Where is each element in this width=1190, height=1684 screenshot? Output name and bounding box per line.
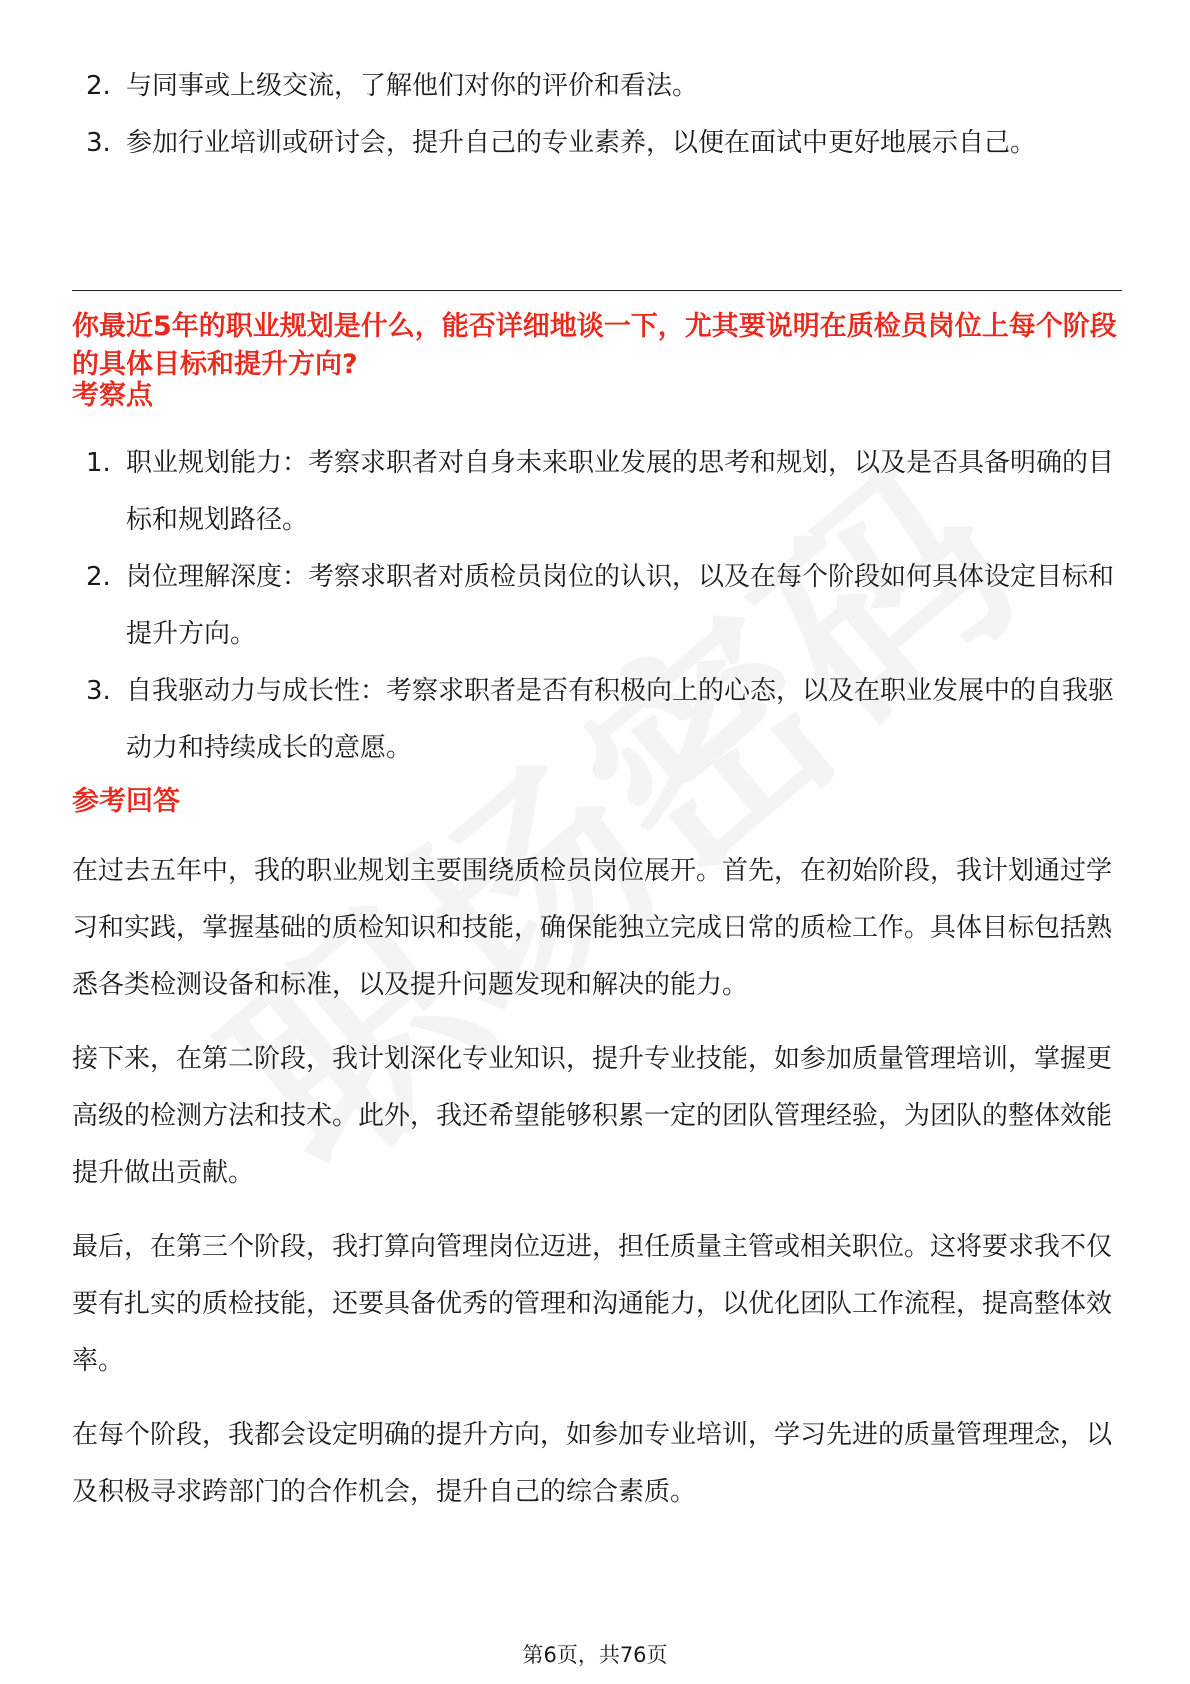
list-text: 自我驱动力与成长性：考察求职者是否有积极向上的心态，以及在职业发展中的自我驱动力和持续成长的意愿。 — [126, 676, 1115, 763]
list-number: 2. — [86, 562, 111, 592]
points-list — [72, 435, 1122, 777]
answer-paragraph: 接下来，在第二阶段，我计划深化专业知识，提升专业技能，如参加质量管理培训，掌握更高级的检测方法和技术。此外，我还希望能够积累一定的团队管理经验，为团队的整体效能提升做出贡献。 — [72, 1044, 1113, 1188]
list-number: 3. — [86, 676, 111, 706]
previous-list — [72, 58, 1122, 172]
list-text: 岗位理解深度：考察求职者对质检员岗位的认识，以及在每个阶段如何具体设定目标和提升方向。 — [126, 562, 1115, 649]
points-heading: 考察点 — [72, 380, 153, 411]
list-number: 2. — [86, 71, 111, 101]
list-text: 与同事或上级交流，了解他们对你的评价和看法。 — [126, 71, 699, 101]
list-item — [72, 58, 1122, 115]
list-text: 职业规划能力：考察求职者对自身未来职业发展的思考和规划，以及是否具备明确的目标和规划路径。 — [126, 448, 1115, 535]
page-footer: 第6页，共76页 — [522, 1643, 668, 1667]
answer-paragraph: 在每个阶段，我都会设定明确的提升方向，如参加专业培训，学习先进的质量管理理念，以及积极寻求跨部门的合作机会，提升自己的综合素质。 — [72, 1420, 1113, 1507]
question-title: 你最近5年的职业规划是什么，能否详细地谈一下，尤其要说明在质检员岗位上每个阶段的具体目标和提升方向? — [72, 311, 1117, 380]
list-text: 参加行业培训或研讨会，提升自己的专业素养，以便在面试中更好地展示自己。 — [126, 128, 1037, 158]
section-divider — [72, 290, 1122, 291]
answer-heading: 参考回答 — [72, 786, 180, 817]
answer-paragraph: 最后，在第三个阶段，我打算向管理岗位迈进，担任质量主管或相关职位。这将要求我不仅要有扎实的质检技能，还要具备优秀的管理和沟通能力，以优化团队工作流程，提高整体效率。 — [72, 1232, 1113, 1376]
answer-paragraph: 在过去五年中，我的职业规划主要围绕质检员岗位展开。首先，在初始阶段，我计划通过学习和实践，掌握基础的质检知识和技能，确保能独立完成日常的质检工作。具体目标包括熟悉各类检测设备和标准，以及提升问题发现和解决的能力。 — [72, 856, 1113, 1000]
list-number: 1. — [86, 448, 111, 478]
list-item — [72, 435, 1122, 549]
list-item — [72, 549, 1122, 663]
list-number: 3. — [86, 128, 111, 158]
list-item — [72, 115, 1122, 172]
list-item — [72, 663, 1122, 777]
